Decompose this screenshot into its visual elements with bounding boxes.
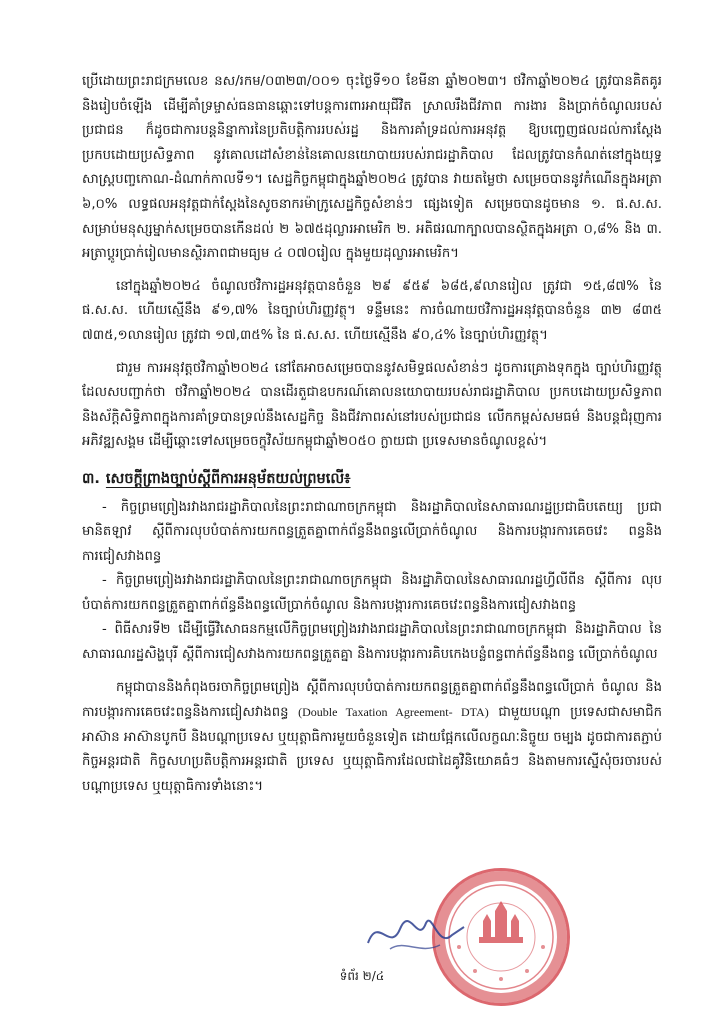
paragraph-1: ប្រើដោយព្រះរាជក្រមលេខ នស/រកម/០៣២៣/០០១ ចុះថ្ងៃទី១០ ខែមីនា ឆ្នាំ២០២៣។ ថវិកាឆ្នាំ២០២៤ ត្រូវបានគិតគូរនិងរៀបចំឡើង ដើម្បីគាំទ្រម្ចាស់ធនធានឆ្ពោះទៅបន្តការពារអាយុជីវិត ស្រាលរឹងជីវភាព ការងារ និងប្រាក់ចំណូលរបស់ប្រជាជន ក៏ដូចជាការបន្តនិន្នាការនៃប្រតិបត្តិការរបស់រដ្ឋ និងការគាំទ្រដល់ការអនុវត្ត ឱ្យបញ្ចេញផលដល់ការស្តែងប្រកបដោយប្រសិទ្ធភាព នូវគោលដៅសំខាន់នៃគោលនយោបាយរបស់រាជរដ្ឋាភិបាល ដែលត្រូវបានកំណត់នៅក្នុងយុទ្ធសាស្ត្របញ្ចកោណ-ដំណាក់កាលទី១។ សេដ្ឋកិច្ចកម្ពុជាក្នុងឆ្នាំ២០២៤ ត្រូវបាន វាយតម្លៃថា សម្រេចបាននូវកំណើនក្នុងអត្រា ៦,០% លទ្ធផលអនុវត្តជាក់ស្តែងនៃសូចនាករម៉ាក្រូសេដ្ឋកិច្ចសំខាន់ៗ ផ្សេងទៀត សម្រេចបានដូចមាន ១. ផ.ស.ស. សម្រាប់មនុស្សម្នាក់សម្រេចបានកើនដល់ ២ ៦៧៥ដុល្លារអាមេរិក ២. អតិផរណាក្បាលបានស្ថិតក្នុងអត្រា ០,៨% និង ៣. អត្រាប្តូរប្រាក់រៀលមានស្ថិរភាពជាមធ្យម ៤ ០៧០រៀល ក្នុងមួយដុល្លារអាមេរិក។ xyxy=(82,74,662,262)
signature-icon xyxy=(360,905,470,965)
page-number: ទំព័រ ២/៤ xyxy=(339,969,385,983)
list-item: - កិច្ចព្រមព្រៀងរវាងរាជរដ្ឋាភិបាលនៃព្រះរាជាណាចក្រកម្ពុជា និងរដ្ឋាភិបាលនៃសាធារណរដ្ឋប្រជាធិបតេយ្យ ប្រជាមានិតឡាវ ស្តីពីការលុបបំបាត់ការយកពន្ធត្រួតគ្នាពាក់ព័ន្ធនឹងពន្ធលើប្រាក់ចំណូល និងការបង្ការការគេចវេះ ពន្ធនិងការជៀសវាងពន្ធ xyxy=(82,499,662,564)
list-item: - ពិធីសារទី២ ដើម្បីធ្វើវិសោធនកម្មលើកិច្ចព្រមព្រៀងរវាងរាជរដ្ឋាភិបាលនៃព្រះរាជាណាចក្រកម្ពុជា និងរដ្ឋាភិបាល នៃសាធារណរដ្ឋសិង្ហបុរី ស្តីពីការជៀសវាងការយកពន្ធត្រួតគ្នា និងការបង្ការការគិបកេងបន្លំពន្ធពាក់ព័ន្ធនឹងពន្ធ លើប្រាក់ចំណូល xyxy=(82,622,662,663)
paragraph-2: នៅក្នុងឆ្នាំ២០២៤ ចំណូលថវិការដ្ឋអនុវត្តបានចំនួន ២៩ ៩៥៩ ៦៨៥,៩លានរៀល ត្រូវជា ១៥,៨៧% នៃ ផ.ស.ស. ហើយស្មើនឹង ៩១,៧% នៃច្បាប់ហិរញ្ញវត្ថុ។ ទន្ទឹមនេះ ការចំណាយថវិការដ្ឋអនុវត្តបានចំនួន ៣២ ៨៣៥ ៧៣៥,១លានរៀល ត្រូវជា ១៧,៣៥% នៃ ផ.ស.ស. ហើយស្មើនឹង ៩០,៤% នៃច្បាប់ហិរញ្ញវត្ថុ។ xyxy=(82,278,662,343)
closing-latin-term: (Double Taxation Agreement- DTA) xyxy=(298,705,489,720)
section-heading xyxy=(82,467,662,492)
closing-text-start: កម្ពុជាបាននិងកំពុងចរចាកិច្ចព្រមព្រៀង ស្តីពីការលុបបំបាត់ការយកពន្ធត្រួតគ្នាពាក់ព័ន្ធនឹងពន្ធលើប្រាក់ ចំណូល និងការបង្ការការគេចវេះពន្ធនិងការជៀសវាងពន្ធ xyxy=(82,679,662,721)
document-body xyxy=(82,70,662,800)
list-item: - កិច្ចព្រមព្រៀងរវាងរាជរដ្ឋាភិបាលនៃព្រះរាជាណាចក្រកម្ពុជា និងរដ្ឋាភិបាលនៃសាធារណរដ្ឋហ្វីលីពីន ស្តីពីការ លុបបំបាត់ការយកពន្ធត្រួតគ្នាពាក់ព័ន្ធនឹងពន្ធលើប្រាក់ចំណូល និងការបង្ការការគេចវេះពន្ធនិងការជៀសវាងពន្ធ xyxy=(82,573,662,613)
paragraph-3: ជារួម ការអនុវត្តថវិកាឆ្នាំ២០២៤ នៅតែអាចសម្រេចបាននូវសមិទ្ធផលសំខាន់ៗ ដូចការគ្រោងទុកក្នុង ច្បាប់ហិរញ្ញវត្ថុ ដែលសបញ្ជាក់ថា ថវិកាឆ្នាំ២០២៤ បានដើរតួជាឧបករណ៍គោលនយោបាយរបស់រាជរដ្ឋាភិបាល ប្រកបដោយប្រសិទ្ធភាព និងស័ក្តិសិទ្ធិភាពក្នុងការគាំទ្របានទ្រល់នឹងសេដ្ឋកិច្ច និងជីវភាពរស់នៅរបស់ប្រជាជន លើកកម្ពស់សមធម៌ និងបន្តជំរុញការអភិវឌ្ឍសង្គម ដើម្បីឆ្ពោះទៅសម្រេចចក្ខុវិស័យកម្ពុជាឆ្នាំ២០៥០ ក្លាយជា ប្រទេសមានចំណូលខ្ពស់។ xyxy=(82,360,662,450)
closing-paragraph xyxy=(82,676,662,800)
closing-text-end: ជាមួយបណ្តា ប្រទេសជាសមាជិកអាស៊ាន អាស៊ានបូកបី និងបណ្តាប្រទេស ឬយុត្តាធិការមួយចំនួនទៀត ដោយផ្អែកលើលក្ខណៈនិច្ចូយ ចម្បង ដូចជាការតភ្ជាប់កិច្ចអន្តរជាតិ កិច្ចសហប្រតិបត្តិការអន្តរជាតិ ប្រទេស ឬយុត្តាធិការដែលជាដៃគូវិនិយោគធំៗ និងតាមការស្នើសុំចរចារបស់បណ្តាប្រទេស ឬយុត្តាធិការទាំងនោះ។ xyxy=(82,705,662,795)
section-title: សេចក្តីព្រាងច្បាប់ស្តីពីការអនុម័តយល់ព្រមលើ៖ xyxy=(105,470,351,487)
section-number: ៣. xyxy=(82,470,100,487)
agreement-list xyxy=(82,496,662,668)
